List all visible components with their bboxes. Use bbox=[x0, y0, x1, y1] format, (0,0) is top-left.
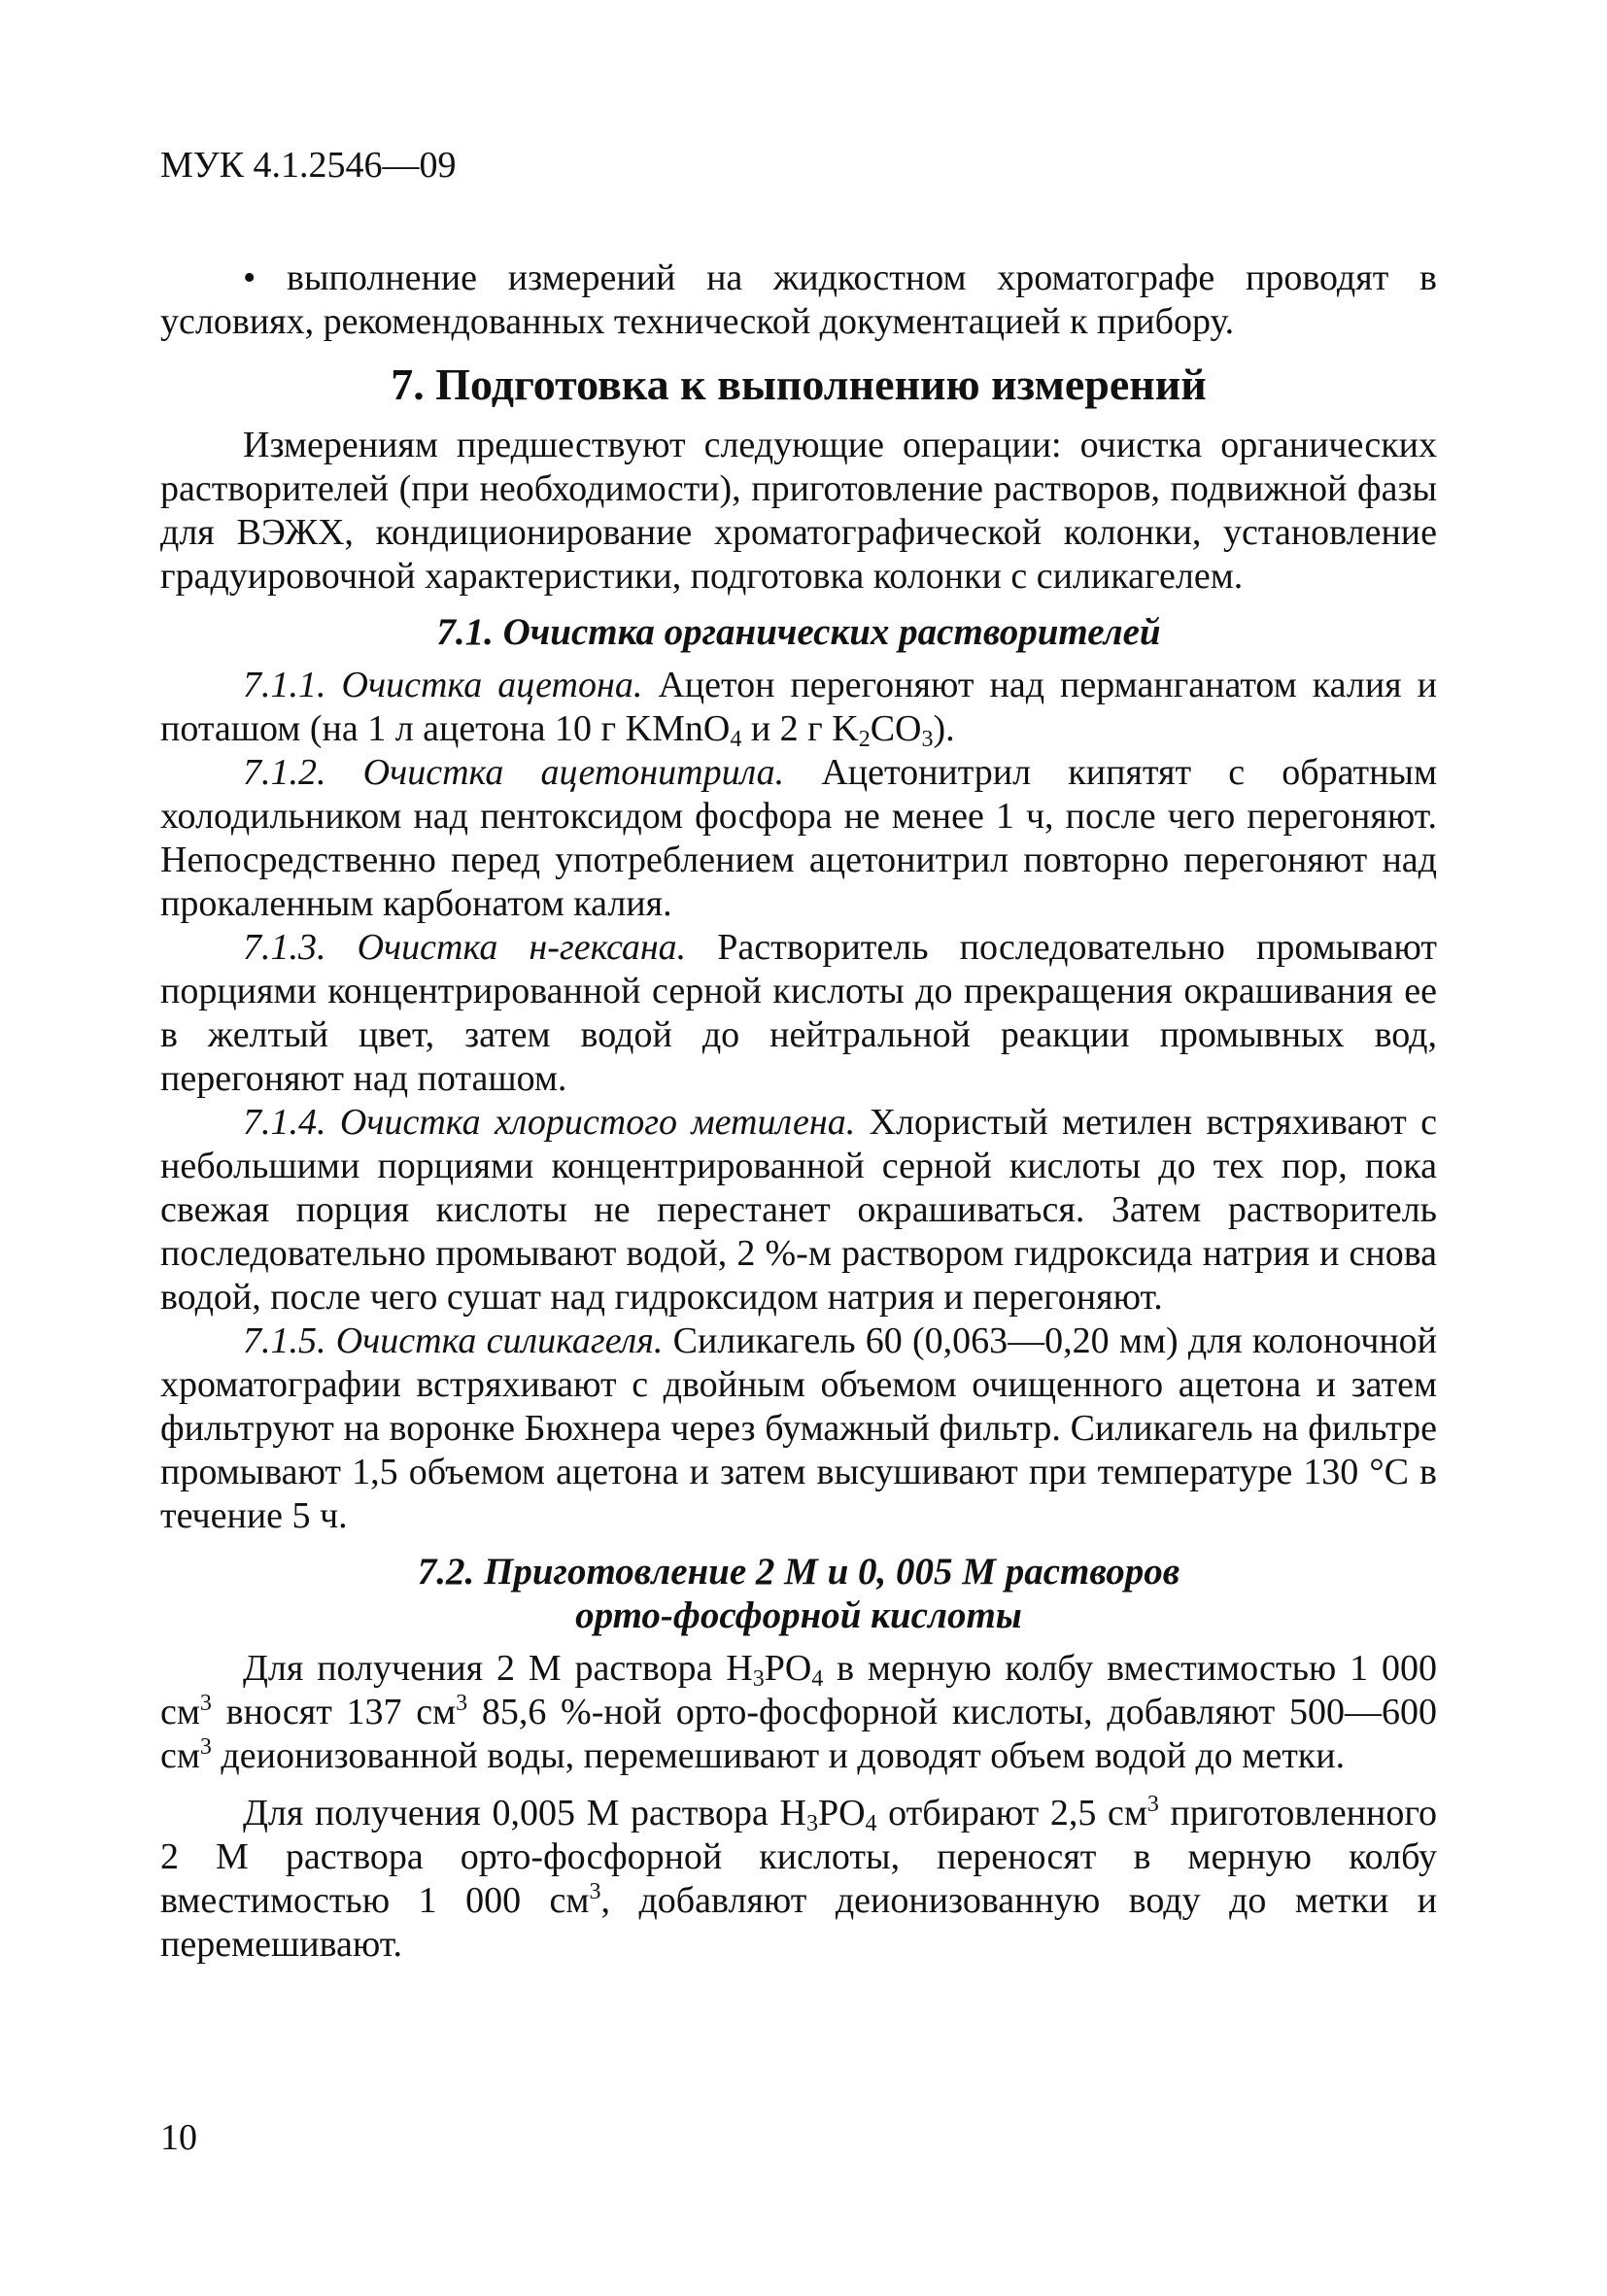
document-code: МУК 4.1.2546—09 bbox=[160, 145, 457, 186]
item-7-1-4-title: Очистка хлористого метилена. bbox=[339, 1102, 856, 1143]
section-7-2-title: 7.2. Приготовление 2 М и 0, 005 М растворов орто-фосфорной кислоты bbox=[417, 1551, 1180, 1636]
section-7-2-paragraph-2: Для получения 0,005 М раствора $H_3PO_4$ отбирают 2,5 $см^3$ приготовленного 2 М раствора орто-фосфорной кислоты, переносят в мерную колбу вместимостью 1 000 $см^3$, добавляют деионизованную воду до метки и перемешивают. bbox=[160, 1792, 1438, 1965]
item-7-1-3-num: 7.1.3. bbox=[243, 927, 326, 968]
section-7-intro: Измерениям предшествуют следующие операции: очистка органических растворителей (при необходимости), приготовление растворов, подвижной фазы для ВЭЖХ, кондиционирование хроматографической колонки, установление градуировочной характеристики, подготовка колонки с силикагелем. bbox=[160, 425, 1437, 597]
item-7-1-3-text: Растворитель последовательно промывают порциями концентрированной серной кислоты до прекращения окрашивания ее в желтый цвет, затем водой до нейтральной реакции промывных вод, перегоняют над поташом. bbox=[160, 927, 1437, 1099]
item-7-1-3 bbox=[160, 926, 1437, 1101]
item-7-1-2-text: Ацетонитрил кипятят с обратным холодильником над пентоксидом фосфора не менее 1 ч, после чего перегоняют. Непосредственно перед употреблением ацетонитрил повторно перегоняют над прокаленным карбонатом калия. bbox=[160, 752, 1438, 924]
item-7-1-4 bbox=[160, 1101, 1437, 1319]
item-7-1-4-text: Хлористый метилен встряхивают с небольшими порциями концентрированной серной кислоты до тех пор, пока свежая порция кислоты не перестанет окрашиваться. Затем растворитель последовательно промывают водой, 2 %-м раствором гидроксида натрия и снова водой, после чего сушат над гидроксидом натрия и перегоняют. bbox=[160, 1102, 1437, 1318]
item-7-1-1-title: Очистка ацетона. bbox=[341, 665, 643, 705]
section-7-1-title: 7.1. Очистка органических растворителей bbox=[436, 611, 1161, 653]
section-7-2-paragraph-1: Для получения 2 М раствора $H_3PO_4$ в мерную колбу вместимостью 1 000 $см^3$ вносят 137 $см^3$ 85,6 %-ной орто-фосфорной кислоты, добавляют 500—600 $см^3$ деионизованной воды, перемешивают и доводят объем водой до метки. bbox=[160, 1648, 1438, 1776]
item-7-1-5-num: 7.1.5. bbox=[243, 1320, 326, 1361]
item-7-1-5 bbox=[160, 1319, 1437, 1538]
item-7-1-2 bbox=[160, 751, 1437, 926]
item-7-1-4-num: 7.1.4. bbox=[243, 1102, 326, 1143]
item-7-1-5-text: Силикагель 60 (0,063—0,20 мм) для колоночной хроматографии встряхивают с двойным объемом очищенного ацетона и затем фильтруют на воронке Бюхнера через бумажный фильтр. Силикагель на фильтре промывают 1,5 объемом ацетона и затем высушивают при температуре 130 °С в течение 5 ч. bbox=[160, 1320, 1437, 1536]
item-7-1-3-title: Очистка н-гексана. bbox=[357, 927, 687, 968]
item-7-1-1-num: 7.1.1. bbox=[243, 665, 326, 705]
item-7-1-1: 7.1.1. Очистка ацетона. Ацетон перегоняют над перманганатом калия и поташом (на 1 л ацетона 10 г KMnO$_4$ и 2 г $K_2CO_3$). bbox=[160, 665, 1437, 752]
item-7-1-5-title: Очистка силикагеля. bbox=[335, 1320, 664, 1361]
page-number: 10 bbox=[160, 2117, 197, 2158]
bullet-paragraph: • выполнение измерений на жидкостном хроматографе проводят в условиях, рекомендованных технической документацией к прибору. bbox=[160, 257, 1437, 342]
section-7-title: 7. Подготовка к выполнению измерений bbox=[391, 360, 1207, 409]
item-7-1-2-title: Очистка ацетонитрила. bbox=[362, 752, 785, 793]
item-7-1-2-num: 7.1.2. bbox=[243, 752, 326, 793]
